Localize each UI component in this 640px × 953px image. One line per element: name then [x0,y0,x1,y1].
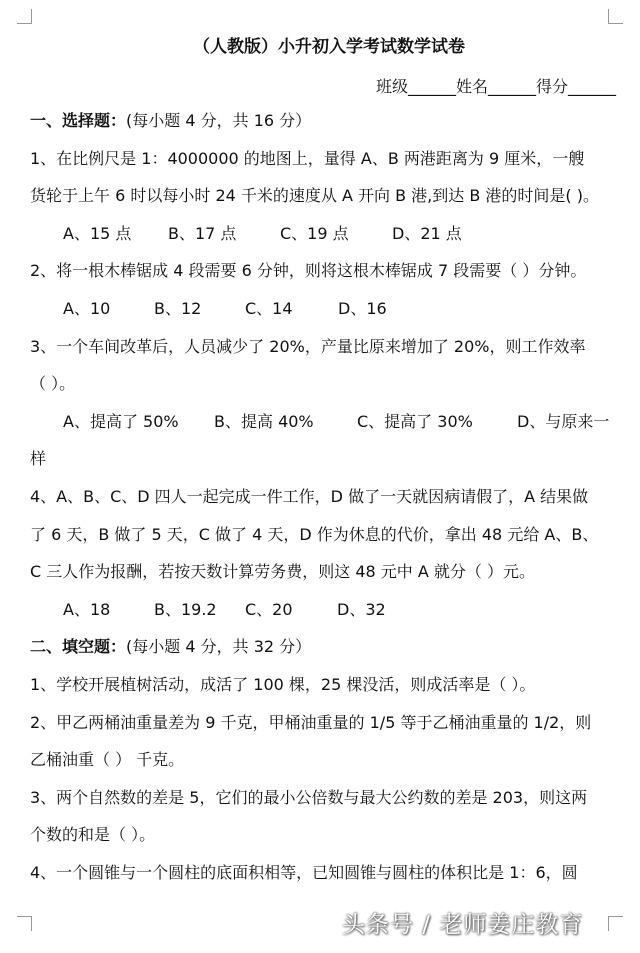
fill-3-line-2: 个数的和是（ ）。 [30,825,156,845]
option-c: C、14 [245,298,293,318]
exam-title: （人教版）小升初入学考试数学试卷 [193,37,465,57]
option-d: D、21 点 [392,223,462,243]
fill-2-line-2: 乙桶油重（ ） 千克。 [30,750,185,770]
question-1-options [30,215,620,253]
question-4-line-1: 4、A、B、C、D 四人一起完成一件工作，D 做了一天就因病请假了，A 结果做 [30,486,589,506]
option-a: A、18 [63,599,111,619]
option-a: A、提高了 50% [63,411,179,431]
watermark: 头条号 / 老师姜庄教育 [342,912,584,938]
question-3-options [30,403,620,441]
option-b: B、提高 40% [214,411,314,431]
option-d: D、16 [338,298,387,318]
option-b: B、12 [154,298,202,318]
section-choice-heading [30,102,620,140]
crop-mark-top-right [608,9,623,24]
student-info-line: 班级______姓名______得分______ [375,77,616,96]
section-note: (每小题 4 分，共 16 分） [126,111,312,130]
crop-mark-bottom-right [608,916,623,931]
fill-1-line-1: 1、学校开展植树活动，成活了 100 棵，25 棵没活，则成活率是（ ）。 [30,674,536,694]
option-a: A、10 [63,298,111,318]
exam-page [30,34,620,891]
question-3-line-wrap: 样 [30,449,47,469]
question-4-options [30,591,620,629]
fill-3-line-1: 3、两个自然数的差是 5，它们的最小公倍数与最大公约数的差是 203，则这两 [30,787,588,807]
option-a: A、15 点 [63,223,132,243]
section-label: 二、填空题： [30,637,127,657]
section-fill-heading [30,628,620,666]
question-4-line-2: 了 6 天，B 做了 5 天，C 做了 4 天，D 作为休息的代价，拿出 48 元给 A、B、 [30,524,599,544]
section-label: 一、选择题： [30,111,127,130]
fill-4-line-1: 4、一个圆锥与一个圆柱的底面积相等，已知圆锥与圆柱的体积比是 1：6，圆 [30,862,578,882]
option-d: D、32 [337,599,386,619]
option-c: C、20 [245,599,293,619]
question-2-line-1: 2、将一根木棒锯成 4 段需要 6 分钟，则将这根木棒锯成 7 段需要（ ）分钟。 [30,261,587,281]
fill-2-line-1: 2、甲乙两桶油重量差为 9 千克，甲桶油重量的 1/5 等于乙桶油重量的 1/2，则 [30,712,592,732]
option-b: B、17 点 [168,223,237,243]
section-note: (每小题 4 分，共 32 分） [126,637,312,657]
option-c: C、提高了 30% [357,411,473,431]
question-1-line-1: 1、在比例尺是 1：4000000 的地图上，量得 A、B 两港距离为 9 厘米，一艘 [30,148,585,168]
question-3-line-2: （ ）。 [30,374,76,394]
crop-mark-top-left [17,9,32,24]
question-4-line-3: C 三人作为报酬，若按天数计算劳务费，则这 48 元中 A 就分（ ）元。 [30,562,535,582]
option-c: C、19 点 [280,223,349,243]
option-b: B、19.2 [154,599,217,619]
question-3-line-1: 3、一个车间改革后，人员减少了 20%，产量比原来增加了 20%，则工作效率 [30,336,586,356]
question-2-options [30,290,620,328]
question-1-line-2: 货轮于上午 6 时以每小时 24 千米的速度从 A 开向 B 港,到达 B 港的时间是( )。 [30,186,599,206]
option-d: D、与原来一 [517,411,610,431]
crop-mark-bottom-left [17,916,32,931]
